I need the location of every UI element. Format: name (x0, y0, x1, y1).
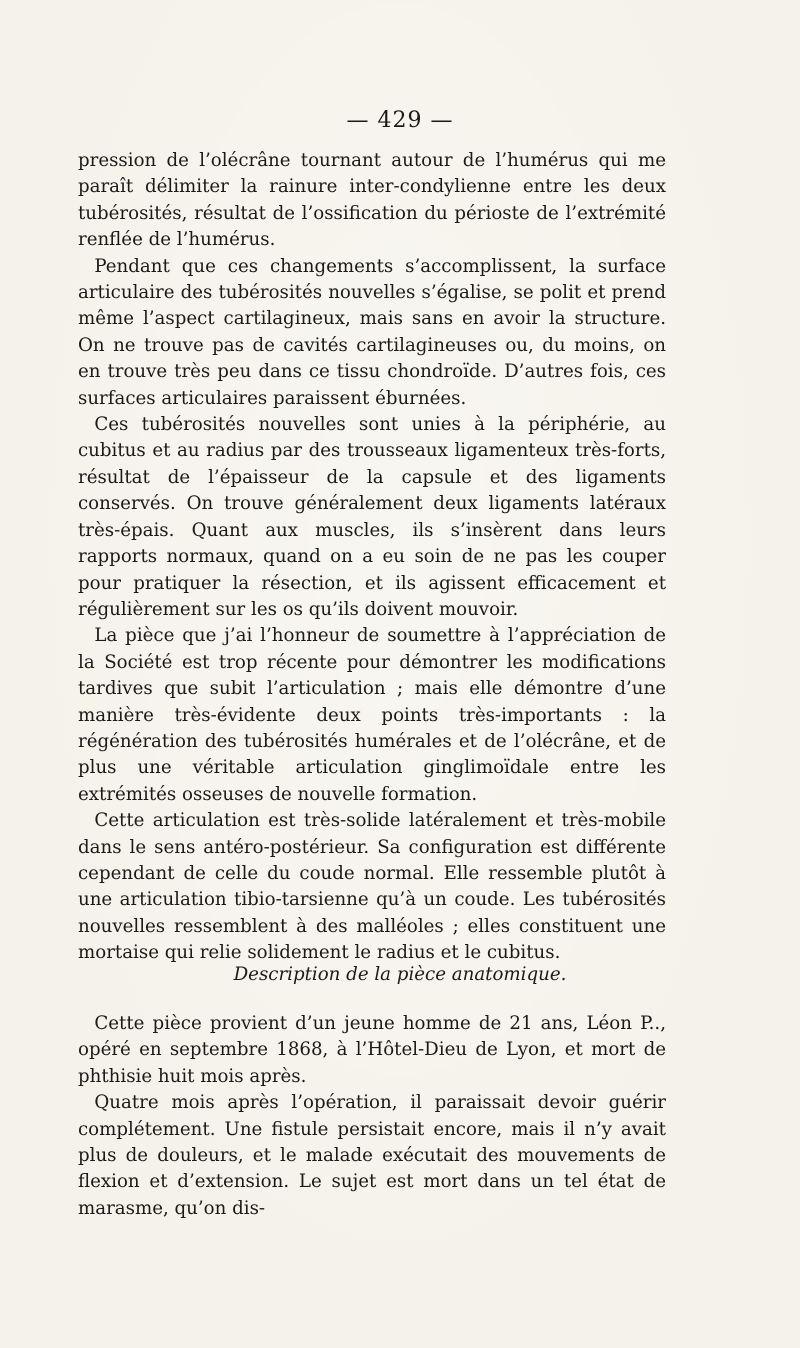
paragraph-tuberosites: Ces tubérosités nouvelles sont unies à la périphérie, au cubitus et au radius par des trousseaux ligamenteux très-forts, résultat de l’épaisseur de la capsule et des ligaments conservés. On trouve généralement deux ligaments latéraux très-épais. Quant aux muscles, ils s’insèrent dans leurs rapports normaux, quand on a eu soin de ne pas les couper pour pratiquer la résection, et ils agissent efficacement et régulièrement sur les os qu’ils doivent mouvoir. (78, 414, 666, 620)
paragraph-evolution: Quatre mois après l’opération, il paraissait devoir guérir complétement. Une fistule persistait encore, mais il n’y avait plus de douleurs, et le malade exécutait des mouvements de flexion et d’extension. Le sujet est mort dans un tel état de marasme, qu’on dis- (78, 1092, 666, 1219)
paragraph-provenance: Cette pièce provient d’un jeune homme de 21 ans, Léon P.., opéré en septembre 1868, à l’Hôtel-Dieu de Lyon, et mort de phthisie huit mois après. (78, 1013, 666, 1087)
paragraph-piece-societe: La pièce que j’ai l’honneur de soumettre à l’appréciation de la Société est trop récente pour démontrer les modifications tardives que subit l’articulation ; mais elle démontre d’une manière très-évidente deux points très-importants : la régénération des tubérosités humérales et de l’olécrâne, et de plus une véritable articulation ginglimoïdale entre les extrémités osseuses de nouvelle formation. (78, 625, 666, 805)
page-number: — 429 — (346, 108, 454, 133)
section-heading: Description de la pièce anatomique. (233, 964, 567, 985)
paragraph-continuation: pression de l’olécrâne tournant autour de l’humérus qui me paraît délimiter la rainure inter-condylienne entre les deux tubérosités, résultat de l’ossification du périoste de l’extrémité renflée de l’humérus. (78, 150, 666, 251)
paragraph-surface-articulaire: Pendant que ces changements s’accomplissent, la surface articulaire des tubérosités nouvelles s’égalise, se polit et prend même l’aspect cartilagineux, mais sans en avoir la structure. On ne trouve pas de cavités cartilagineuses ou, du moins, on en trouve très peu dans ce tissu chondroïde. D’autres fois, ces surfaces articulaires paraissent éburnées. (78, 255, 666, 409)
body-text-top (78, 148, 666, 967)
body-text-bottom (78, 1011, 666, 1222)
paragraph-articulation-solide: Cette articulation est très-solide latéralement et très-mobile dans le sens antéro-postérieur. Sa configuration est différente cependant de celle du coude normal. Elle ressemble plutôt à une articulation tibio-tarsienne qu’à un coude. Les tubérosités nouvelles ressemblent à des malléoles ; elles constituent une mortaise qui relie solidement le radius et le cubitus. (78, 810, 666, 964)
